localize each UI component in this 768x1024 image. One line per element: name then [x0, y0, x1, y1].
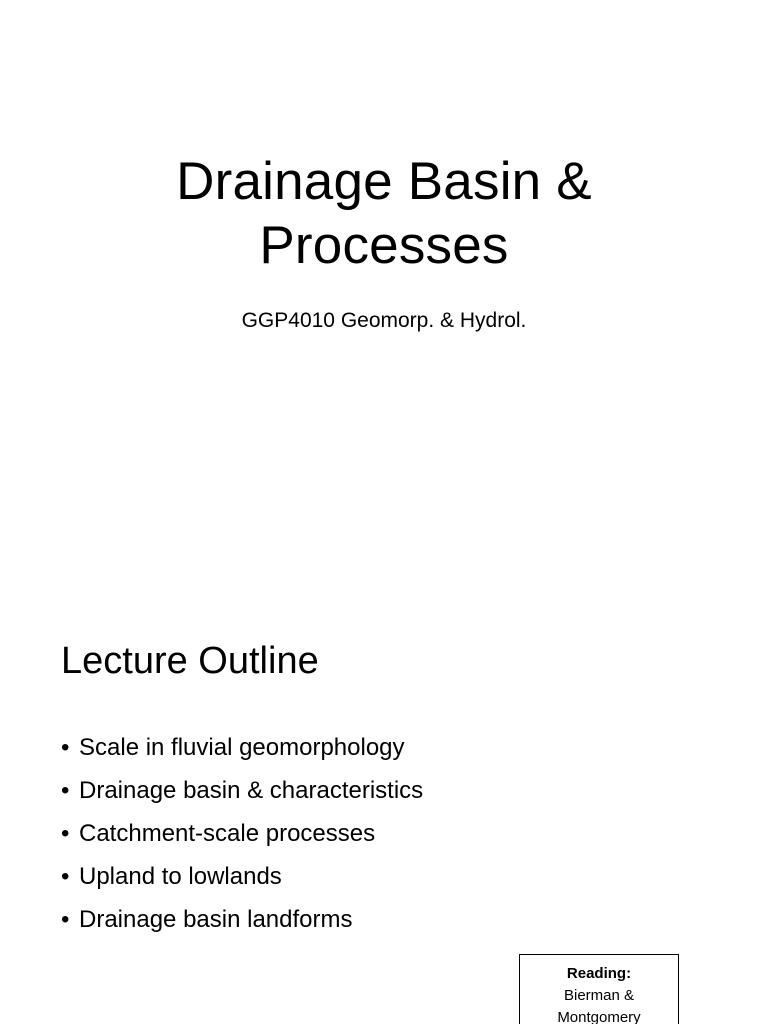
bullet-icon: •: [61, 906, 70, 933]
slide-title-line-2: Processes: [259, 216, 509, 275]
outline-item: [61, 726, 423, 769]
slide-subtitle: GGP4010 Geomorp. & Hydrol.: [241, 309, 527, 332]
outline-title: Lecture Outline: [61, 640, 319, 682]
outline-item-text: Upland to lowlands: [79, 863, 282, 890]
outline-list: [61, 726, 423, 941]
bullet-icon: •: [61, 734, 70, 761]
outline-item: [61, 812, 423, 855]
slide-title-line-1: Drainage Basin &: [176, 152, 592, 211]
bullet-icon: •: [61, 777, 70, 804]
outline-item-text: Scale in fluvial geomorphology: [79, 734, 405, 761]
bullet-icon: •: [61, 863, 70, 890]
outline-item: [61, 769, 423, 812]
bullet-icon: •: [61, 820, 70, 847]
outline-item: [61, 898, 423, 941]
outline-slide: [0, 576, 768, 1024]
slide-title: [0, 150, 768, 278]
outline-item-text: Drainage basin & characteristics: [79, 777, 424, 804]
outline-item: [61, 855, 423, 898]
outline-item-text: Catchment-scale processes: [79, 820, 376, 847]
reading-label: Reading:: [566, 965, 632, 982]
reading-author-line-2: Montgomery: [557, 1009, 641, 1024]
reading-box: [519, 954, 679, 1024]
reading-author-line-1: Bierman &: [563, 987, 635, 1004]
outline-item-text: Drainage basin landforms: [79, 906, 353, 933]
